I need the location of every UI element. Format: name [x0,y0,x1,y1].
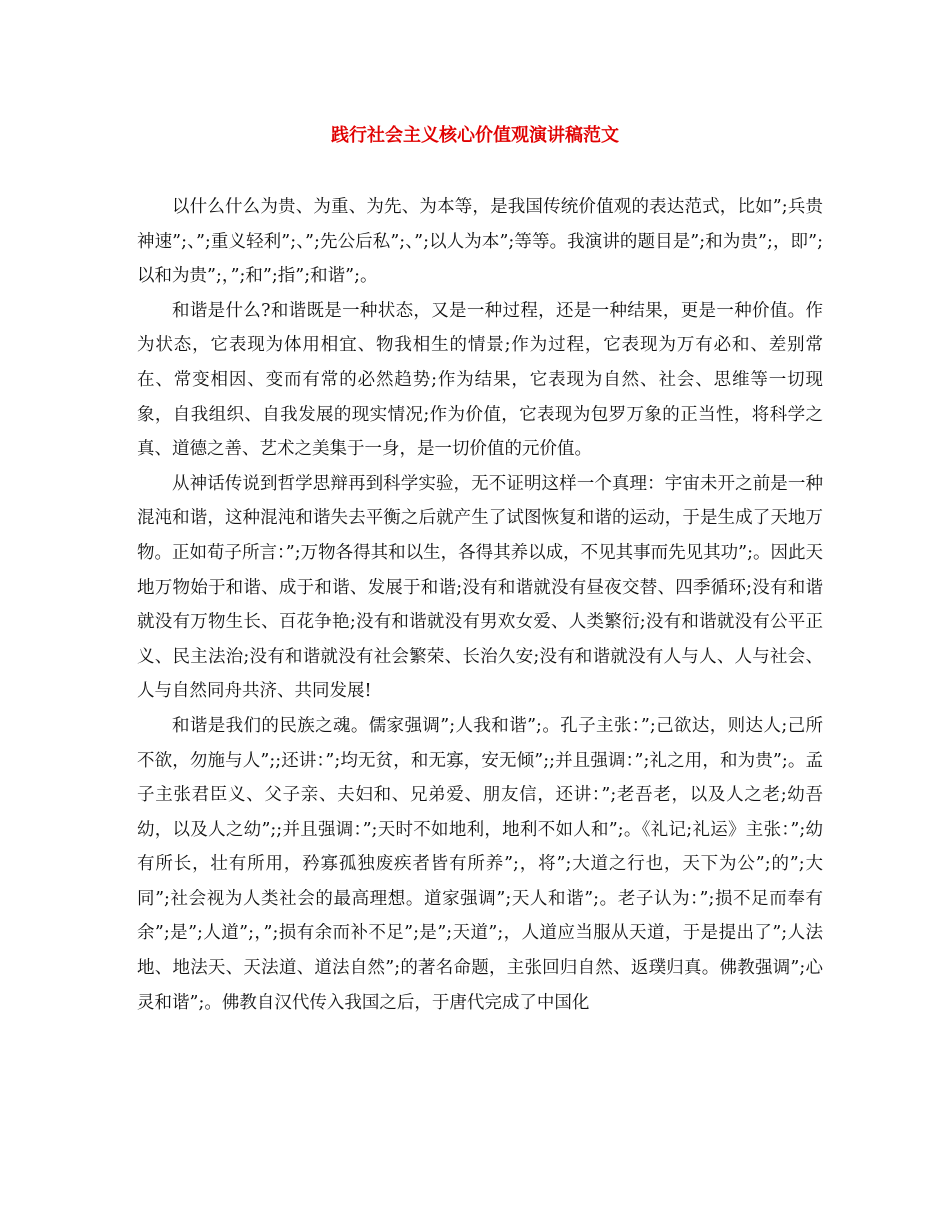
paragraph: 从神话传说到哲学思辩再到科学实验，无不证明这样一个真理：宇宙未开之前是一种混沌和谐，这种混沌和谐失去平衡之后就产生了试图恢复和谐的运动，于是生成了天地万物。正如荀子所言：”;万物各得其和以生，各得其养以成，不见其事而先见其功”;。因此天地万物始于和谐、成于和谐、发展于和谐;没有和谐就没有昼夜交替、四季循环;没有和谐就没有万物生长、百花争艳;没有和谐就没有男欢女爱、人类繁衍;没有和谐就没有公平正义、民主法治;没有和谐就没有社会繁荣、长治久安;没有和谐就没有人与人、人与社会、人与自然同舟共济、共同发展! [137,473,823,702]
document-body [137,190,823,1020]
paragraph: 和谐是什么?和谐既是一种状态，又是一种过程，还是一种结果，更是一种价值。作为状态，它表现为体用相宜、物我相生的情景;作为过程，它表现为万有必和、差别常在、常变相因、变而有常的必然趋势;作为结果，它表现为自然、社会、思维等一切现象，自我组织、自我发展的现实情况;作为价值，它表现为包罗万象的正当性，将科学之真、道德之善、艺术之美集于一身，是一切价值的元价值。 [137,300,823,460]
document-title: 践行社会主义核心价值观演讲稿范文 [331,125,619,146]
paragraph: 和谐是我们的民族之魂。儒家强调”;人我和谐”;。孔子主张：”;己欲达，则达人;己所不欲，勿施与人”;;还讲：”;均无贫，和无寡，安无倾”;;并且强调：”;礼之用，和为贵”;。孟子主张君臣义、父子亲、夫妇和、兄弟爱、朋友信，还讲：”;老吾老，以及人之老;幼吾幼，以及人之幼”;;并且强调：”;天时不如地利，地利不如人和”;。《礼记;礼运》主张：”;幼有所长，壮有所用，矜寡孤独废疾者皆有所养”;，将”;大道之行也，天下为公”;的”;大同”;社会视为人类社会的最高理想。道家强调”;天人和谐”;。老子认为：”;损不足而奉有余”;是”;人道”;，”;损有余而补不足”;是”;天道”;，人道应当服从天道，于是提出了”;人法地、地法天、天法道、道法自然”;的著名命题，主张回归自然、返璞归真。佛教强调”;心灵和谐”;。佛教自汉代传入我国之后，于唐代完成了中国化 [137,715,823,1013]
paragraph: 以什么什么为贵、为重、为先、为本等，是我国传统价值观的表达范式，比如”;兵贵神速”;、”;重义轻利”;、”;先公后私”;、”;以人为本”;等等。我演讲的题目是”;和为贵”;，即”;以和为贵”;，”;和”;指”;和谐”;。 [137,197,823,287]
